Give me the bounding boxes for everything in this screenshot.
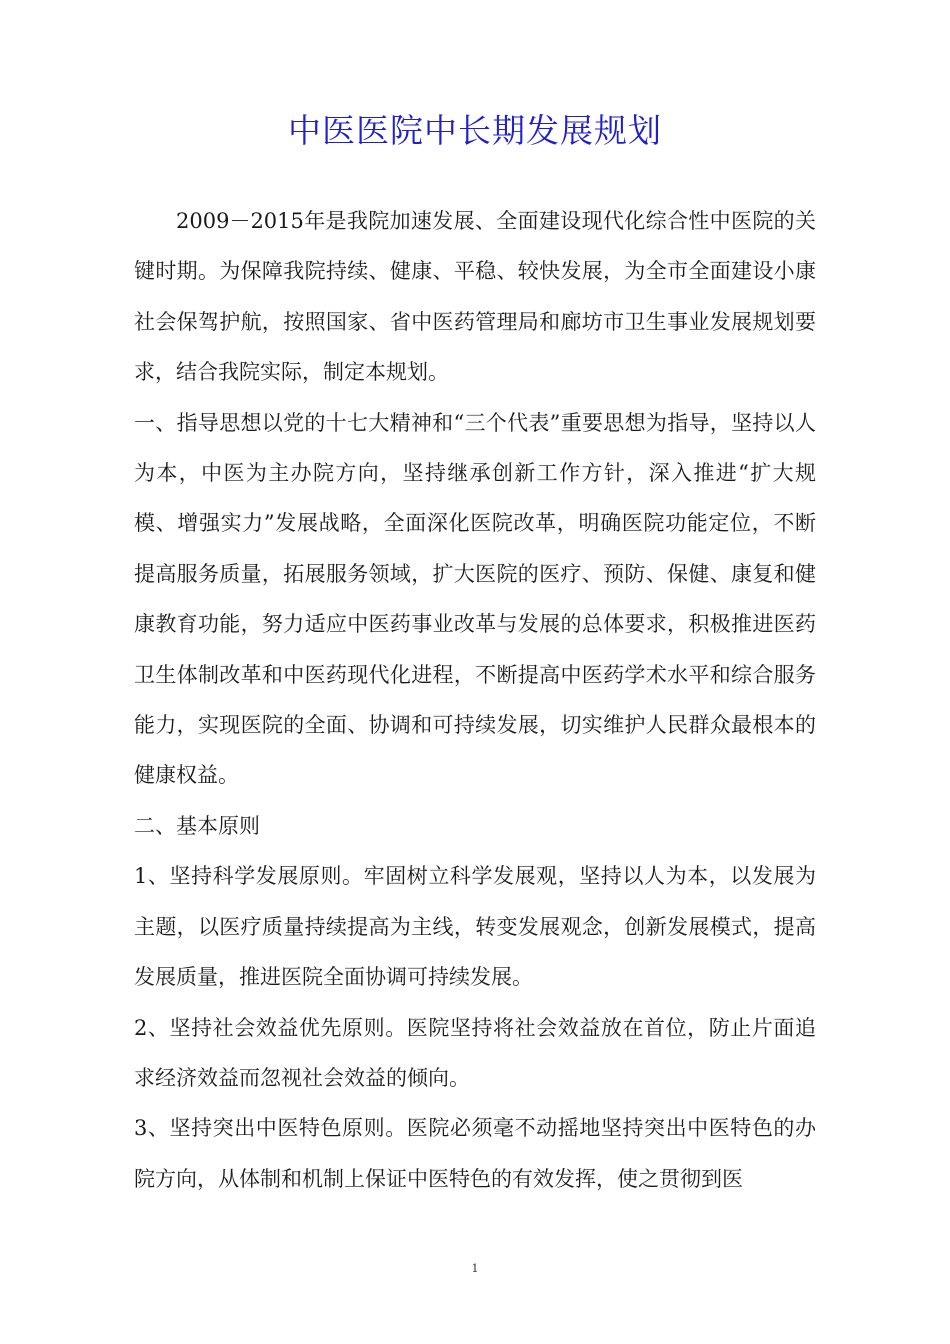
principle-1-paragraph: 1、坚持科学发展原则。牢固树立科学发展观，坚持以人为本，以发展为主题，以医疗质量持续提高为主线，转变发展观念，创新发展模式，提高发展质量，推进医院全面协调可持续发展。: [134, 864, 816, 990]
document-title: 中医医院中长期发展规划: [288, 111, 662, 150]
document-body: [134, 196, 816, 1204]
principle-2-paragraph: 2、坚持社会效益优先原则。医院坚持将社会效益放在首位，防止片面追求经济效益而忽视社会效益的倾向。: [134, 1015, 816, 1090]
intro-paragraph: 2009－2015年是我院加速发展、全面建设现代化综合性中医院的关键时期。为保障我院持续、健康、平稳、较快发展，为全市全面建设小康社会保驾护航，按照国家、省中医药管理局和廊坊市卫生事业发展规划要求，结合我院实际，制定本规划。: [134, 209, 816, 385]
basic-principles-heading: 二、基本原则: [134, 813, 260, 838]
principle-3-paragraph: 3、坚持突出中医特色原则。医院必须毫不动摇地坚持突出中医特色的办院方向，从体制和机制上保证中医特色的有效发挥，使之贯彻到医: [134, 1116, 816, 1191]
page-number: 1: [471, 1262, 479, 1275]
guiding-ideology-paragraph: 一、指导思想以党的十七大精神和“三个代表”重要思想为指导，坚持以人为本，中医为主办院方向，坚持继承创新工作方针，深入推进“扩大规模、增强实力”发展战略，全面深化医院改革，明确医院功能定位，不断提高服务质量，拓展服务领域，扩大医院的医疗、预防、保健、康复和健康教育功能，努力适应中医药事业改革与发展的总体要求，积极推进医药卫生体制改革和中医药现代化进程，不断提高中医药学术水平和综合服务能力，实现医院的全面、协调和可持续发展，切实维护人民群众最根本的健康权益。: [134, 410, 816, 788]
